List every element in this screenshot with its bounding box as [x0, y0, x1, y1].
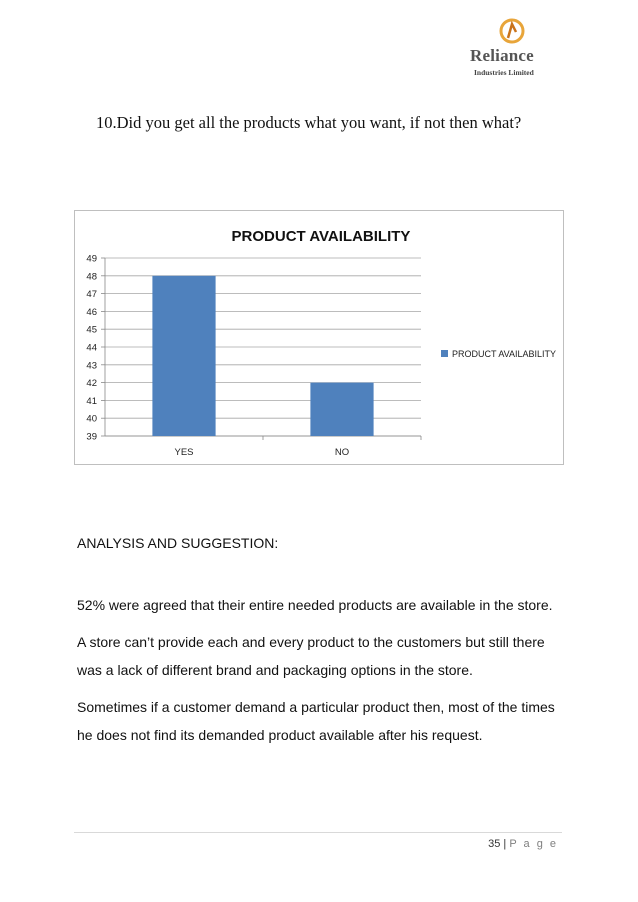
- analysis-paragraph-3-line-1: Sometimes if a customer demand a particular product then, most of the times: [77, 699, 555, 715]
- reliance-mark-icon: [499, 18, 525, 44]
- page-number: 35: [488, 838, 501, 850]
- chart-title: PRODUCT AVAILABILITY: [231, 228, 411, 245]
- logo-subtitle: Industries Limited: [474, 68, 534, 77]
- bar-yes: [152, 276, 215, 436]
- question-heading: 10.Did you get all the products what you want, if not then what?: [96, 113, 522, 132]
- y-tick-label: 40: [86, 413, 97, 425]
- x-tick-label: NO: [334, 447, 350, 458]
- y-tick-label: 39: [86, 431, 97, 443]
- y-tick-label: 45: [86, 324, 97, 336]
- chart-container: [74, 210, 564, 465]
- footer-rule: [74, 832, 562, 833]
- y-tick-label: 42: [86, 378, 97, 390]
- page-footer: [488, 838, 558, 850]
- legend-label: PRODUCT AVAILABILITY: [452, 349, 557, 359]
- x-tick-label: YES: [174, 447, 194, 458]
- analysis-paragraph-3-line-2: he does not find its demanded product available after his request.: [77, 727, 483, 743]
- y-tick-label: 48: [86, 271, 97, 283]
- legend-swatch: [441, 350, 448, 357]
- y-tick-label: 46: [86, 306, 97, 318]
- y-tick-label: 43: [86, 360, 97, 372]
- footer-separator: |: [503, 838, 507, 850]
- analysis-paragraph-2-line-2: was a lack of different brand and packaging options in the store.: [77, 662, 473, 678]
- y-tick-label: 49: [86, 253, 97, 265]
- page-label: P a g e: [509, 838, 558, 850]
- bar-chart: [75, 211, 563, 464]
- y-tick-label: 41: [86, 395, 97, 407]
- analysis-heading: ANALYSIS AND SUGGESTION:: [77, 535, 279, 551]
- y-tick-label: 47: [86, 289, 97, 301]
- bar-no: [310, 383, 373, 436]
- y-tick-label: 44: [86, 342, 97, 354]
- reliance-logo: [462, 18, 562, 78]
- analysis-paragraph-2-line-1: A store can’t provide each and every product to the customers but still there: [77, 634, 545, 650]
- logo-brand: Reliance: [470, 46, 534, 65]
- analysis-paragraph-1: 52% were agreed that their entire needed products are available in the store.: [77, 597, 553, 613]
